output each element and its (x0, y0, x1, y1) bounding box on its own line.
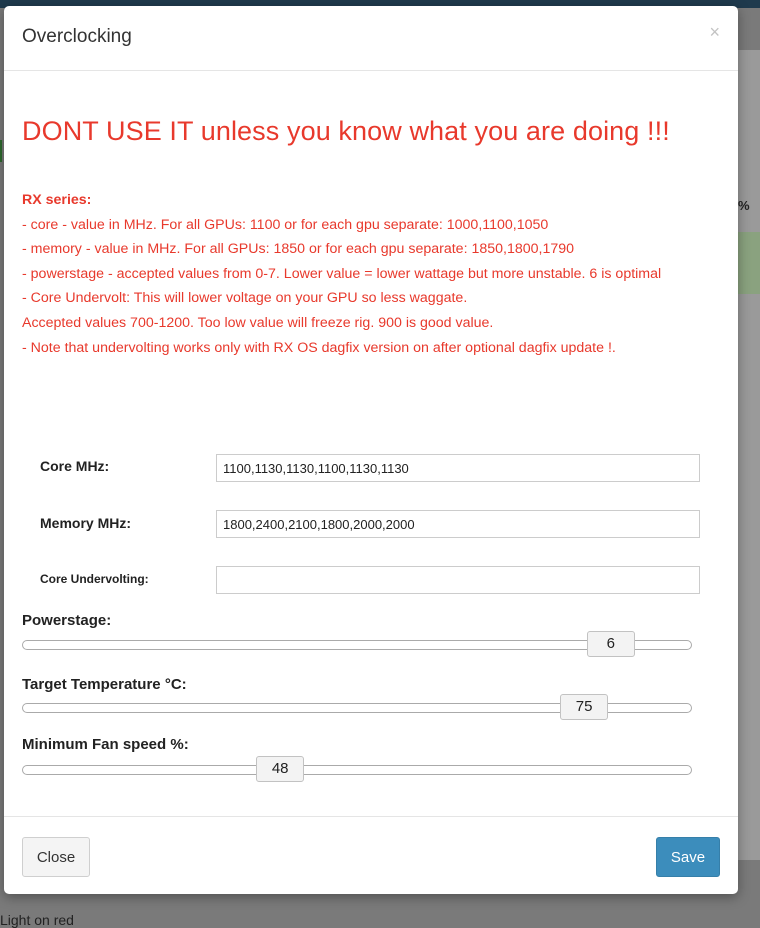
notes-line: - core - value in MHz. For all GPUs: 1100 or for each gpu separate: 1000,1100,1050 (22, 216, 549, 233)
memory-mhz-input[interactable] (216, 510, 700, 538)
core-undervolting-label: Core Undervolting: (40, 572, 149, 586)
notes-line: Accepted values 700-1200. Too low value will freeze rig. 900 is good value. (22, 314, 494, 331)
modal-header (4, 6, 738, 71)
background-percent-header: % (738, 198, 750, 213)
powerstage-label: Powerstage: (22, 612, 112, 629)
core-mhz-input[interactable] (216, 454, 700, 482)
target-temperature-slider-handle[interactable]: 75 (560, 694, 608, 720)
min-fan-speed-slider-handle[interactable]: 48 (256, 756, 304, 782)
notes-header: RX series: (22, 192, 92, 208)
background-row-highlight (738, 232, 760, 294)
save-button[interactable]: Save (656, 837, 720, 877)
notes-line: - powerstage - accepted values from 0-7. Lower value = lower wattage but more unstable. 6 is optimal (22, 265, 662, 282)
warning-heading: DONT USE IT unless you know what you are doing !!! (22, 116, 670, 146)
close-icon[interactable]: × (709, 22, 720, 42)
background-panel (738, 50, 760, 860)
notes-line: - Note that undervolting works only with RX OS dagfix version on after optional dagfix update !. (22, 339, 616, 356)
modal-footer (4, 816, 738, 894)
powerstage-slider[interactable] (22, 635, 692, 652)
notes-line: - memory - value in MHz. For all GPUs: 1850 or for each gpu separate: 1850,1800,1790 (22, 241, 575, 258)
instructions-text (22, 188, 722, 360)
background-accent (0, 140, 2, 162)
target-temperature-slider[interactable] (22, 698, 692, 715)
modal-title: Overclocking (22, 26, 132, 47)
notes-line: - Core Undervolt: This will lower voltage on your GPU so less waggate. (22, 290, 468, 307)
min-fan-speed-label: Minimum Fan speed %: (22, 736, 189, 753)
overclocking-modal (4, 6, 738, 894)
core-undervolting-input[interactable] (216, 566, 700, 594)
memory-mhz-label: Memory MHz: (40, 515, 132, 531)
target-temperature-label: Target Temperature °C: (22, 676, 187, 693)
powerstage-slider-handle[interactable]: 6 (587, 631, 635, 657)
background-text: Light on red (0, 912, 74, 928)
core-mhz-label: Core MHz: (40, 458, 110, 474)
min-fan-speed-slider[interactable] (22, 760, 692, 777)
close-button[interactable]: Close (22, 837, 90, 877)
